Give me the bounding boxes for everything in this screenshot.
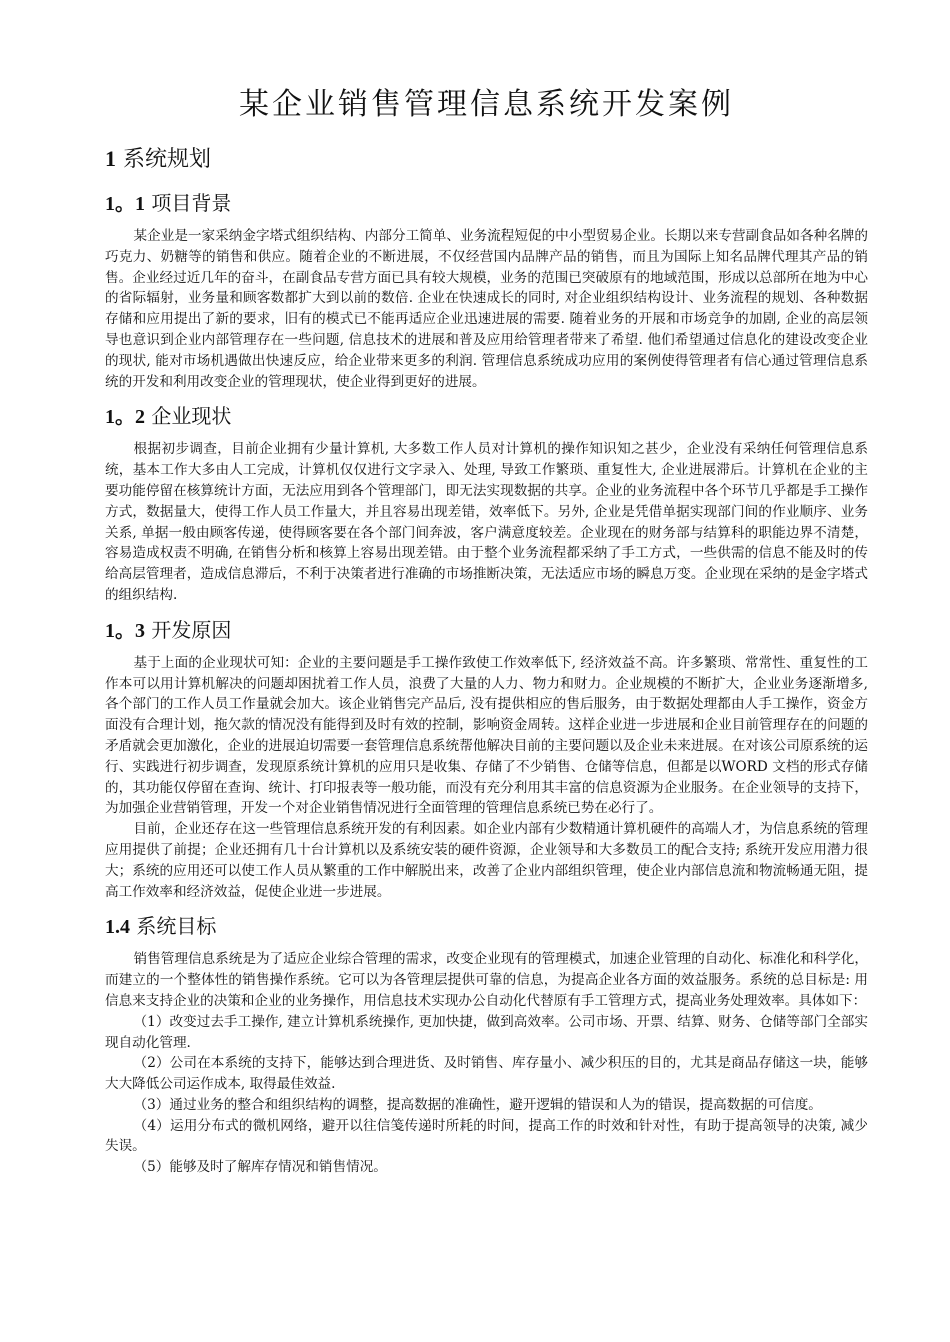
document-title: 某企业销售管理信息系统开发案例 <box>239 87 734 122</box>
heading-text: 系统规划 <box>116 147 211 172</box>
section-system-goals <box>105 910 868 1178</box>
heading-text: 企业现状 <box>145 404 232 429</box>
goal-item: （3）通过业务的整合和组织结构的调整，提高数据的准确性，避开逻辑的错误和人为的错误，提高数据的可信度。 <box>133 1096 822 1113</box>
heading-enterprise-status <box>105 400 868 433</box>
paragraph: 销售管理信息系统是为了适应企业综合管理的需求，改变企业现有的管理模式，加速企业管理的自动化、标准化和科学化，而建立的一个整体性的销售操作系统。它可以为各管理层提供可靠的信息，为提高企业各方面的效益服务。系统的总目标是: 用信息来支持企业的决策和企业的业务操作，用信息技术实现办公自动化代替原有手工管理方式，提高业务处理效率。具体如下： <box>105 951 868 1009</box>
goal-item: （1）改变过去手工操作, 建立计算机系统操作, 更加快捷，做到高效率。公司市场、开票、结算、财务、仓储等部门全部实现自动化管理. <box>105 1013 868 1051</box>
paragraph: 基于上面的企业现状可知：企业的主要问题是手工操作致使工作效率低下, 经济效益不高。许多繁琐、常常性、重复性的工作本可以用计算机解决的问题却困扰着工作人员，浪费了大量的人力、物力和财力。企业规模的不断扩大，企业业务逐渐增多, 各个部门的工作人员工作量就会加大。该企业销售完产品后, 没有提供相应的售后服务，由于数据处理都由人手工操作，资金方面没有合理计划，拖欠款的情况没有能得到及时有效的控制，影响资金周转。这样企业进一步进展和企业目前管理存在的问题的矛盾就会更加激化，企业的进展迫切需要一套管理信息系统帮他解决目前的主要问题以及企业未来进展。在对该公司原系统的运行、实践进行初步调查，发现原系统计算机的应用只是收集、存储了不少销售、仓储等信息，但都是以WORD 文档的形式存储的，其功能仅停留在查询、统计、打印报表等一般功能，而没有充分利用其丰富的信息资源为企业服务。在企业领导的支持下，为加强企业营销管理，开发一个对企业销售情况进行全面管理的管理信息系统已势在必行了。 <box>105 654 868 817</box>
heading-text: 系统目标 <box>130 914 217 939</box>
heading-number: 1。3 <box>105 619 145 642</box>
goal-item: （5）能够及时了解库存情况和销售情况。 <box>133 1159 387 1176</box>
paragraph: 目前，企业还存在这一些管理信息系统开发的有利因素。如企业内部有少数精通计算机硬件的高端人才，为信息系统的管理应用提供了前提；企业还拥有几十台计算机以及系统安装的硬件资源，企业领导和大多数员工的配合支持; 系统开发应用潜力很大；系统的应用还可以使工作人员从繁重的工作中解脱出来，改善了企业内部组织管理，使企业内部信息流和物流畅通无阻，提高工作效率和经济效益，促使企业进一步进展。 <box>105 821 868 900</box>
heading-number: 1。2 <box>105 406 145 429</box>
goal-item: （2）公司在本系统的支持下，能够达到合理进货、及时销售、库存量小、减少积压的目的，尤其是商品存储这一块，能够大大降低公司运作成本, 取得最佳效益. <box>105 1055 868 1093</box>
section-project-background <box>105 187 868 392</box>
heading-development-reason <box>105 614 868 647</box>
heading-number: 1。1 <box>105 193 145 215</box>
heading-number: 1 <box>105 146 116 171</box>
section-development-reason <box>105 614 868 903</box>
heading-system-goals <box>105 910 868 943</box>
goal-item: （4）运用分布式的微机网络，避开以往信笺传递时所耗的时间，提高工作的时效和针对性，有助于提高领导的决策, 减少失误。 <box>105 1117 868 1155</box>
paragraph: 根据初步调查，目前企业拥有少量计算机, 大多数工作人员对计算机的操作知识知之甚少，企业没有采纳任何管理信息系统，基本工作大多由人工完成，计算机仅仅进行文字录入、处理, 导致工作繁琐、重复性大, 企业进展滞后。计算机在企业的主要功能停留在核算统计方面，无法应用到各个管理部门，即无法实现数据的共享。企业的业务流程中各个环节几乎都是手工操作方式，数据量大，使得工作人员工作量大，并且容易出现差错，效率低下。另外, 企业是凭借单据实现部门间的作业顺序、业务关系, 单据一般由顾客传递，使得顾客要在各个部门间奔波，客户满意度较差。企业现在的财务部与结算科的职能边界不清楚，容易造成权责不明确, 在销售分析和核算上容易出现差错。由于整个业务流程都采纳了手工方式，一些供需的信息不能及时的传给高层管理者，造成信息滞后，不利于决策者进行准确的市场推断决策，无法适应市场的瞬息万变。企业现在采纳的是金字塔式的组织结构. <box>105 441 868 603</box>
heading-project-background <box>105 187 868 220</box>
heading-text: 项目背景 <box>145 191 232 215</box>
heading-system-planning <box>105 142 868 177</box>
section-enterprise-status <box>105 400 868 605</box>
heading-text: 开发原因 <box>145 617 232 642</box>
heading-number: 1.4 <box>105 916 130 939</box>
paragraph: 某企业是一家采纳金字塔式组织结构、内部分工简单、业务流程短促的中小型贸易企业。长期以来专营副食品如各种名牌的巧克力、奶糖等的销售和供应。随着企业的不断进展，不仅经营国内品牌产品的销售，而且为国际上知名品牌代理其产品的销售。企业经过近几年的奋斗，在副食品专营方面已具有较大规模，业务的范围已突破原有的地域范围，形成以总部所在地为中心的省际辐射，业务量和顾客数都扩大到以前的数倍. 企业在快速成长的同时, 对企业组织结构设计、业务流程的规划、各种数据存储和应用提出了新的要求，旧有的模式已不能再适应企业迅速进展的需要. 随着业务的开展和市场竞争的加剧, 企业的高层领导也意识到企业内部管理存在一些问题, 信息技术的进展和普及应用给管理者带来了希望. 他们希望通过信息化的建设改变企业的现状, 能对市场机遇做出快速反应，给企业带来更多的利润. 管理信息系统成功应用的案例使得管理者有信心通过管理信息系统的开发和利用改变企业的管理现状，使企业得到更好的进展。 <box>105 228 868 390</box>
